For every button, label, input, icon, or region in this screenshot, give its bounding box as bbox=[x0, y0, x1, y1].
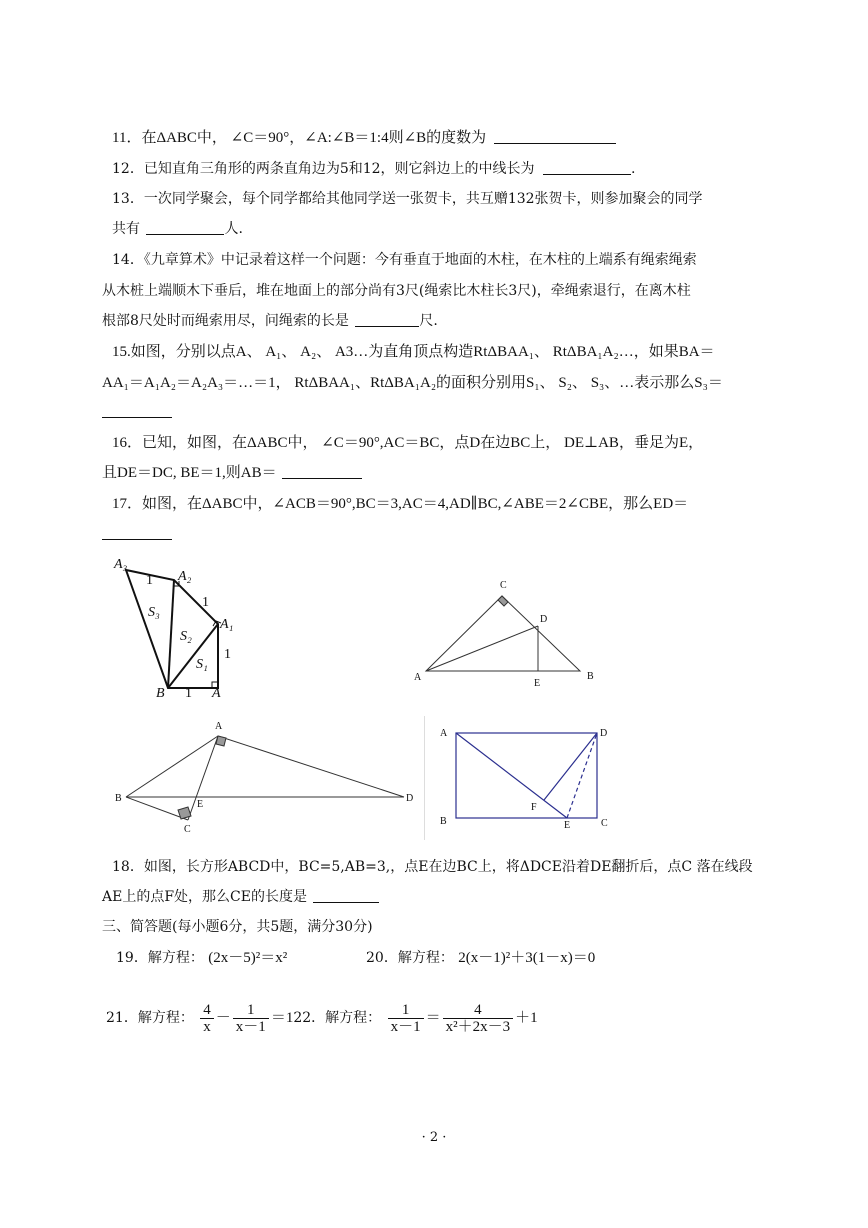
q21-fraction-2 bbox=[233, 1002, 269, 1035]
fig15-label-1: 1 bbox=[224, 647, 231, 662]
q19-label: 19．解方程： bbox=[116, 950, 204, 966]
fig16-label-C: C bbox=[500, 580, 507, 591]
fig15-label-A1: A₁ bbox=[220, 617, 234, 632]
q16-line1: 16．已知，如图，在ΔABC中， ∠C＝90°,AC＝BC，点D在边BC上， DE⊥AB，垂足为E， bbox=[112, 435, 704, 451]
q22-fraction-1 bbox=[388, 1002, 424, 1035]
fig17-label-E: E bbox=[197, 799, 204, 810]
figure-q17 bbox=[112, 716, 422, 840]
answer-blank bbox=[494, 129, 616, 144]
q22-n2: 4 bbox=[443, 1002, 514, 1019]
fig18-label-C: C bbox=[601, 818, 608, 829]
answer-blank bbox=[146, 220, 224, 235]
q11-text: 11．在ΔABC中， ∠C＝90°，∠A:∠B＝1:4则∠B的度数为 bbox=[112, 130, 487, 146]
fig18-label-E: E bbox=[564, 820, 571, 831]
fig15-label-A: A bbox=[212, 686, 221, 699]
fig18-label-F: F bbox=[531, 802, 537, 813]
section3-title: 三、简答题(每小题6分，共5题，满分30分) bbox=[102, 919, 373, 935]
figure-q16 bbox=[410, 576, 610, 688]
figure-q18 bbox=[424, 712, 624, 842]
q21-n2: 1 bbox=[233, 1002, 269, 1019]
q18-line1: 18．如图，长方形ABCD中，BC=5,AB=3,，点E在边BC上，将ΔDCE沿着DE翻折后，点C 落在线段 bbox=[112, 859, 753, 875]
q20 bbox=[366, 948, 595, 968]
fig16-label-D: D bbox=[540, 614, 548, 625]
fig17-label-C: C bbox=[184, 824, 191, 835]
q12-text: 12．已知直角三角形的两条直角边为5和12，则它斜边上的中线长为 bbox=[112, 161, 535, 177]
q14-line3-post: 尺. bbox=[419, 313, 438, 329]
q21-d1: x bbox=[203, 1018, 211, 1035]
fig15-label-S2: S₂ bbox=[180, 629, 192, 644]
q12 bbox=[112, 159, 635, 179]
fig15-label-1: 1 bbox=[146, 573, 153, 588]
fig15-label-A3: A₃ bbox=[114, 557, 128, 572]
fig15-label-B: B bbox=[156, 686, 165, 699]
q16-line2-pre: 且DE＝DC, BE＝1,则AB＝ bbox=[102, 465, 277, 481]
q21-n1: 4 bbox=[200, 1002, 214, 1019]
q17-line2 bbox=[102, 524, 172, 544]
fig15-label-S3: S₃ bbox=[148, 605, 160, 620]
q22-equals: ＝ bbox=[425, 1010, 441, 1026]
q12-end: . bbox=[631, 161, 636, 177]
q19-equation: (2x－5)²＝x² bbox=[208, 950, 288, 966]
q21-minus: － bbox=[215, 1010, 231, 1026]
q22-d2: x²＋2x－3 bbox=[445, 1018, 511, 1035]
q21-d2: x－1 bbox=[235, 1018, 266, 1035]
q13-line2-post: 人. bbox=[224, 221, 243, 237]
figure-q15 bbox=[106, 554, 246, 699]
q11 bbox=[112, 128, 616, 148]
page-number: · 2 · bbox=[421, 1130, 447, 1145]
fig18-label-A: A bbox=[440, 728, 448, 739]
answer-blank bbox=[543, 160, 631, 175]
q21-rhs: ＝1 bbox=[270, 1010, 294, 1026]
fig18-label-D: D bbox=[600, 728, 608, 739]
fig17-label-D: D bbox=[406, 793, 414, 804]
fig15-label-S1: S₁ bbox=[196, 657, 208, 672]
answer-blank bbox=[355, 312, 419, 327]
q15-line1: 15.如图，分别以点A、 A₁、 A₂、 A3…为直角顶点构造RtΔBAA₁、 RtΔBA₁A₂…，如果BA＝ bbox=[112, 344, 715, 360]
fig16-label-A: A bbox=[414, 672, 422, 683]
q22-label: 22．解方程： bbox=[293, 1010, 382, 1026]
q16-line2 bbox=[102, 463, 362, 483]
fig18-label-B: B bbox=[440, 816, 447, 827]
fig17-label-B: B bbox=[115, 793, 122, 804]
q13-line1: 13．一次同学聚会，每个同学都给其他同学送一张贺卡，共互赠132张贺卡，则参加聚会的同学 bbox=[112, 191, 703, 207]
q22-n1: 1 bbox=[388, 1002, 424, 1019]
answer-blank bbox=[282, 464, 362, 479]
q14-line3-pre: 根部8尺处时而绳索用尽，问绳索的长是 bbox=[102, 313, 349, 329]
q18-line2-pre: AE上的点F处，那么CE的长度是 bbox=[102, 889, 307, 905]
fig16-label-B: B bbox=[587, 671, 594, 682]
q15-line2: AA₁＝A₁A₂＝A₂A₃＝…＝1， RtΔBAA₁、RtΔBA₁A₂的面积分别用S₁、 S₂、 S₃、…表示那么S₃＝ bbox=[102, 375, 723, 391]
fig16-label-E: E bbox=[534, 678, 541, 688]
q20-equation: 2(x－1)²＋3(1－x)＝0 bbox=[458, 950, 596, 966]
q13-line2 bbox=[112, 219, 243, 239]
q22-rhs: ＋1 bbox=[515, 1010, 538, 1026]
q14-line2: 从木桩上端顺木下垂后，堆在地面上的部分尚有3尺(绳索比木柱长3尺)，牵绳索退行，在离木柱 bbox=[102, 283, 691, 299]
fig17-label-A: A bbox=[215, 721, 223, 732]
fig15-label-A2: A₂ bbox=[178, 569, 192, 584]
q17-line1: 17．如图，在ΔABC中，∠ACB＝90°,BC＝3,AC＝4,AD∥BC,∠ABE＝2∠CBE，那么ED＝ bbox=[112, 496, 689, 512]
fig15-label-1: 1 bbox=[202, 595, 209, 610]
answer-blank bbox=[102, 525, 172, 540]
q21-fraction-1 bbox=[200, 1002, 214, 1035]
answer-blank bbox=[102, 403, 172, 418]
q20-label: 20．解方程： bbox=[366, 950, 454, 966]
q18-line2 bbox=[102, 887, 379, 907]
q14-line3 bbox=[102, 311, 438, 331]
q21-label: 21．解方程： bbox=[106, 1010, 194, 1026]
q13-line2-pre: 共有 bbox=[112, 221, 140, 237]
q21-q22-row bbox=[106, 1000, 538, 1036]
fig15-label-1: 1 bbox=[185, 686, 192, 699]
q22-fraction-2 bbox=[443, 1002, 514, 1035]
q14-line1: 14．《九章算术》中记录着这样一个问题：今有垂直于地面的木柱，在木柱的上端系有绳索绳索 bbox=[112, 252, 697, 268]
q19 bbox=[116, 948, 287, 968]
answer-blank bbox=[313, 888, 379, 903]
q22-d1: x－1 bbox=[390, 1018, 421, 1035]
q15-line3 bbox=[102, 402, 172, 422]
